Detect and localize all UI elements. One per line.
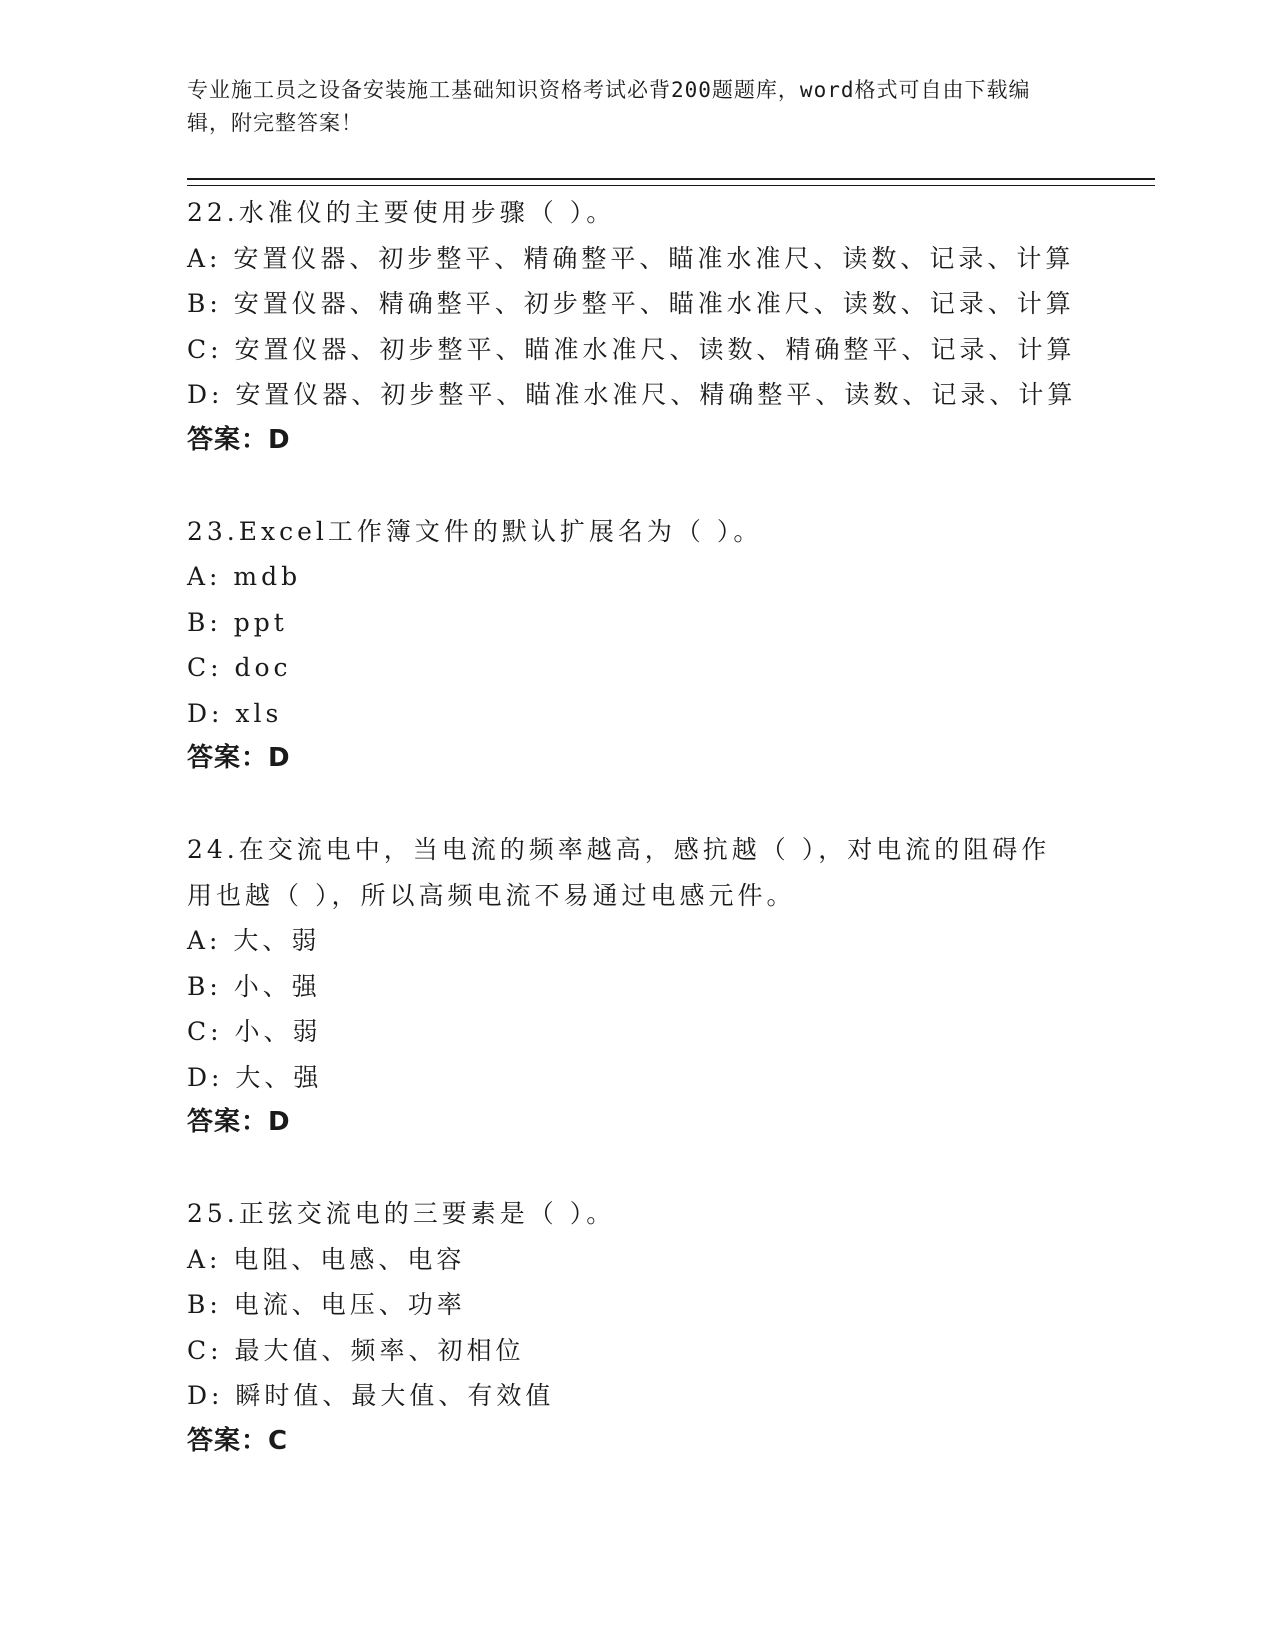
question-list	[187, 190, 1087, 1510]
option-d: D: 安置仪器、初步整平、瞄准水准尺、精确整平、读数、记录、计算	[187, 380, 1077, 409]
option-c: C: doc	[187, 653, 292, 682]
document-intro: 专业施工员之设备安装施工基础知识资格考试必背200题题库，word格式可自由下载编辑，附完整答案！	[187, 78, 1031, 135]
option-a: A: 电阻、电感、电容	[187, 1244, 466, 1274]
option-a: A: mdb	[187, 562, 302, 591]
question-stem: 22.水准仪的主要使用步骤（ ）。	[187, 198, 616, 227]
option-b: B: ppt	[187, 607, 288, 637]
answer-label: 答案：D	[187, 743, 291, 773]
question-25	[187, 1191, 1087, 1464]
answer-label: 答案：D	[187, 424, 291, 455]
option-a: A: 安置仪器、初步整平、精确整平、瞄准水准尺、读数、记录、计算	[187, 243, 1075, 273]
option-c: C: 小、弱	[187, 1017, 322, 1046]
question-stem: 25.正弦交流电的三要素是（ ）。	[187, 1199, 616, 1228]
option-d: D: xls	[187, 698, 283, 728]
question-stem: 23.Excel工作簿文件的默认扩展名为（ ）。	[187, 516, 763, 546]
option-a: A: 大、弱	[187, 926, 321, 955]
answer-label: 答案：C	[187, 1425, 289, 1456]
header-divider	[187, 178, 1155, 186]
option-c: C: 安置仪器、初步整平、瞄准水准尺、读数、精确整平、记录、计算	[187, 334, 1076, 364]
question-24	[187, 827, 1087, 1145]
question-22	[187, 190, 1087, 463]
question-stem: 24.在交流电中，当电流的频率越高，感抗越（ ），对电流的阻碍作用也越（ ），所以高频电流不易通过电感元件。	[187, 835, 1051, 910]
option-d: D: 瞬时值、最大值、有效值	[187, 1381, 555, 1410]
option-b: B: 小、强	[187, 971, 321, 1001]
option-c: C: 最大值、频率、初相位	[187, 1335, 525, 1365]
question-23	[187, 509, 1087, 782]
option-b: B: 安置仪器、精确整平、初步整平、瞄准水准尺、读数、记录、计算	[187, 289, 1075, 318]
option-d: D: 大、强	[187, 1062, 323, 1092]
option-b: B: 电流、电压、功率	[187, 1290, 466, 1319]
answer-label: 答案：D	[187, 1107, 291, 1137]
